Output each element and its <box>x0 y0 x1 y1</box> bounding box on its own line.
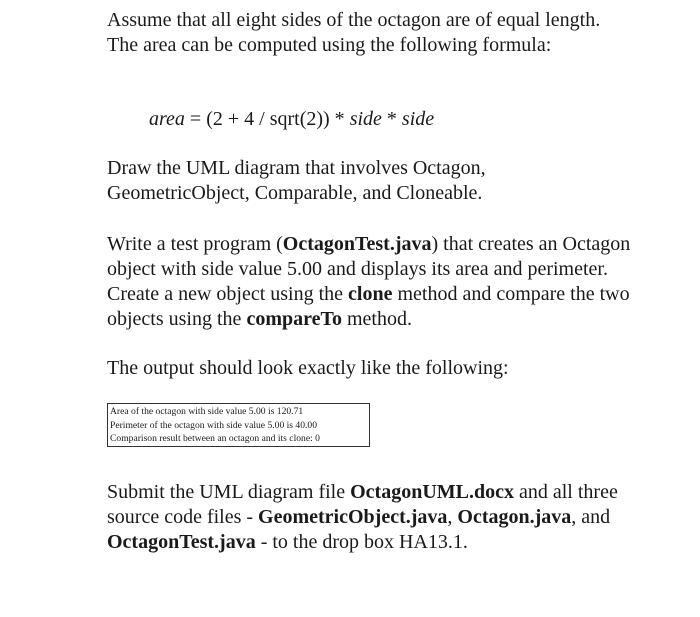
output-line-area: Area of the octagon with side value 5.00 is 120.71 <box>110 406 304 417</box>
test-program-paragraph <box>107 232 647 332</box>
uml-text: Draw the UML diagram that involves Octagon, GeometricObject, Comparable, and Cloneable. <box>107 157 486 204</box>
submit-text-4: , and <box>571 506 611 528</box>
clone-keyword: clone <box>348 283 393 305</box>
uml-paragraph <box>107 156 627 206</box>
area-formula <box>149 107 434 132</box>
formula-lhs: area <box>149 108 185 130</box>
uml-filename: OctagonUML.docx <box>350 481 514 503</box>
intro-text: Assume that all eight sides of the octagon are of equal length. The area can be computed using the following formula: <box>107 9 601 56</box>
compareto-keyword: compareTo <box>246 308 342 330</box>
formula-multiply: * <box>381 108 402 130</box>
octagontest-filename: OctagonTest.java <box>107 531 256 553</box>
submit-text-3: , <box>447 506 458 528</box>
test-text-3: method and compare the two objects using the <box>107 283 630 330</box>
submit-text-2: and all three source code files - <box>107 481 618 528</box>
submit-text-1: Submit the UML diagram file <box>107 481 351 503</box>
geometricobject-filename: GeometricObject.java <box>258 506 448 528</box>
output-paragraph <box>107 356 627 381</box>
test-text-1: Write a test program ( <box>107 233 283 255</box>
test-text-4: method. <box>342 308 412 330</box>
formula-side-1: side <box>349 108 382 130</box>
octagon-filename: Octagon.java <box>457 506 572 528</box>
submit-paragraph <box>107 480 627 555</box>
test-text-2: ) that creates an Octagon object with side value 5.00 and displays its area and perimeter. Create a new object using the <box>107 233 631 305</box>
intro-paragraph <box>107 8 627 58</box>
sample-output-box <box>107 403 370 447</box>
output-line-perimeter: Perimeter of the octagon with side value 5.00 is 40.00 <box>110 419 318 431</box>
output-line-comparison: Comparison result between an octagon and its clone: 0 <box>110 433 320 444</box>
submit-text-5: - to the drop box HA13.1. <box>255 531 468 553</box>
formula-side-2: side <box>401 108 435 130</box>
test-filename: OctagonTest.java <box>282 233 432 255</box>
formula-expression: = (2 + 4 / sqrt(2)) * <box>184 108 350 130</box>
output-intro-text: The output should look exactly like the following: <box>107 357 509 379</box>
